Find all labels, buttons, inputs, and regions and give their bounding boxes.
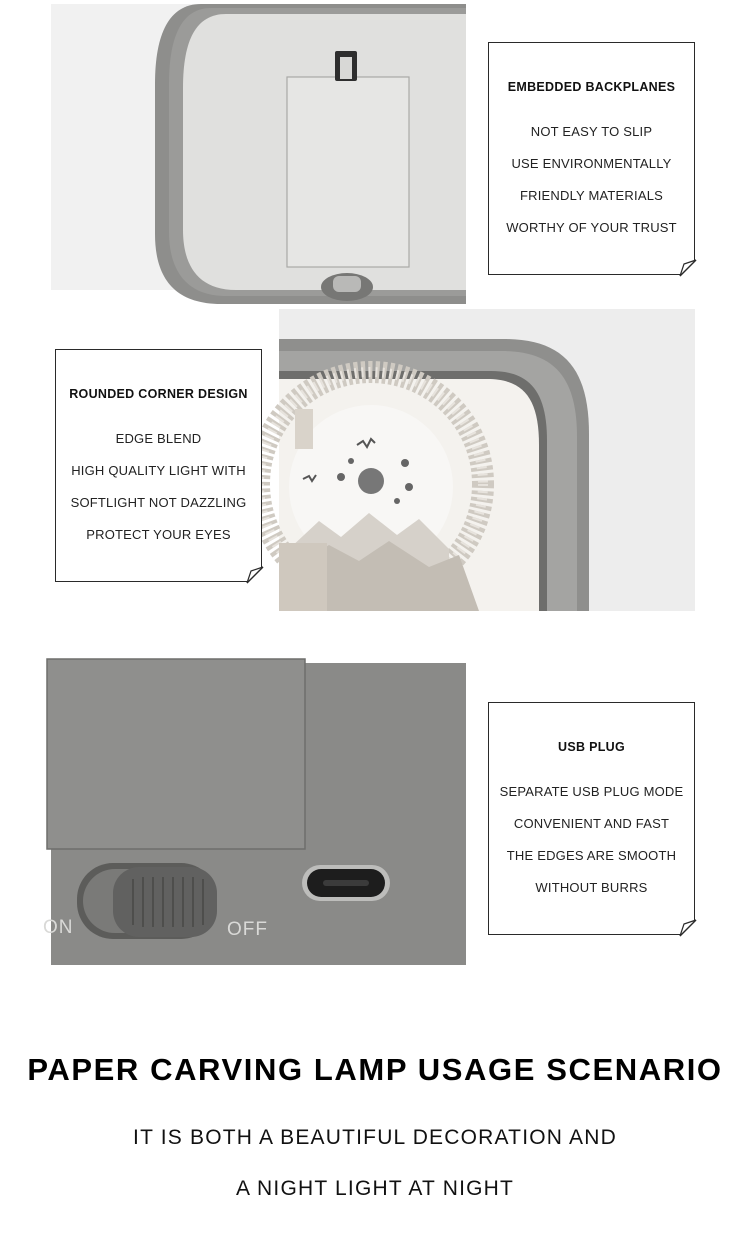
- feature-line: USE ENVIRONMENTALLY: [511, 156, 672, 171]
- feature-card-usb-plug: [488, 702, 695, 935]
- feature-title: EMBEDDED BACKPLANES: [507, 80, 676, 94]
- page-curl-icon: [680, 920, 696, 936]
- page-curl-icon: [680, 260, 696, 276]
- feature-line: SOFTLIGHT NOT DAZZLING: [70, 495, 247, 510]
- usb-plug-photo: [43, 663, 466, 965]
- feature-line: PROTECT YOUR EYES: [86, 527, 231, 542]
- scenario-heading: PAPER CARVING LAMP USAGE SCENARIO: [27, 1052, 723, 1087]
- feature-line: CONVENIENT AND FAST: [513, 816, 670, 831]
- feature-line: NOT EASY TO SLIP: [530, 124, 653, 139]
- feature-line: WORTHY OF YOUR TRUST: [506, 220, 677, 235]
- feature-title: ROUNDED CORNER DESIGN: [69, 387, 248, 401]
- feature-line: FRIENDLY MATERIALS: [519, 188, 664, 203]
- feature-card-rounded-corner: [55, 349, 262, 582]
- feature-line: HIGH QUALITY LIGHT WITH: [71, 463, 246, 478]
- page-curl-icon: [247, 567, 263, 583]
- scenario-line-1: IT IS BOTH A BEAUTIFUL DECORATION AND: [133, 1126, 617, 1149]
- feature-line: SEPARATE USB PLUG MODE: [499, 784, 684, 799]
- backplane-photo: [51, 4, 466, 290]
- feature-title: USB PLUG: [558, 740, 625, 754]
- switch-on-label: ON: [43, 917, 74, 938]
- feature-line: WITHOUT BURRS: [535, 880, 648, 895]
- scenario-line-2: A NIGHT LIGHT AT NIGHT: [235, 1177, 515, 1200]
- feature-line: EDGE BLEND: [115, 431, 202, 446]
- feature-card-backplanes: [488, 42, 695, 275]
- switch-off-label: OFF: [227, 919, 268, 940]
- feature-line: THE EDGES ARE SMOOTH: [506, 848, 677, 863]
- rounded-corner-photo: [279, 309, 695, 611]
